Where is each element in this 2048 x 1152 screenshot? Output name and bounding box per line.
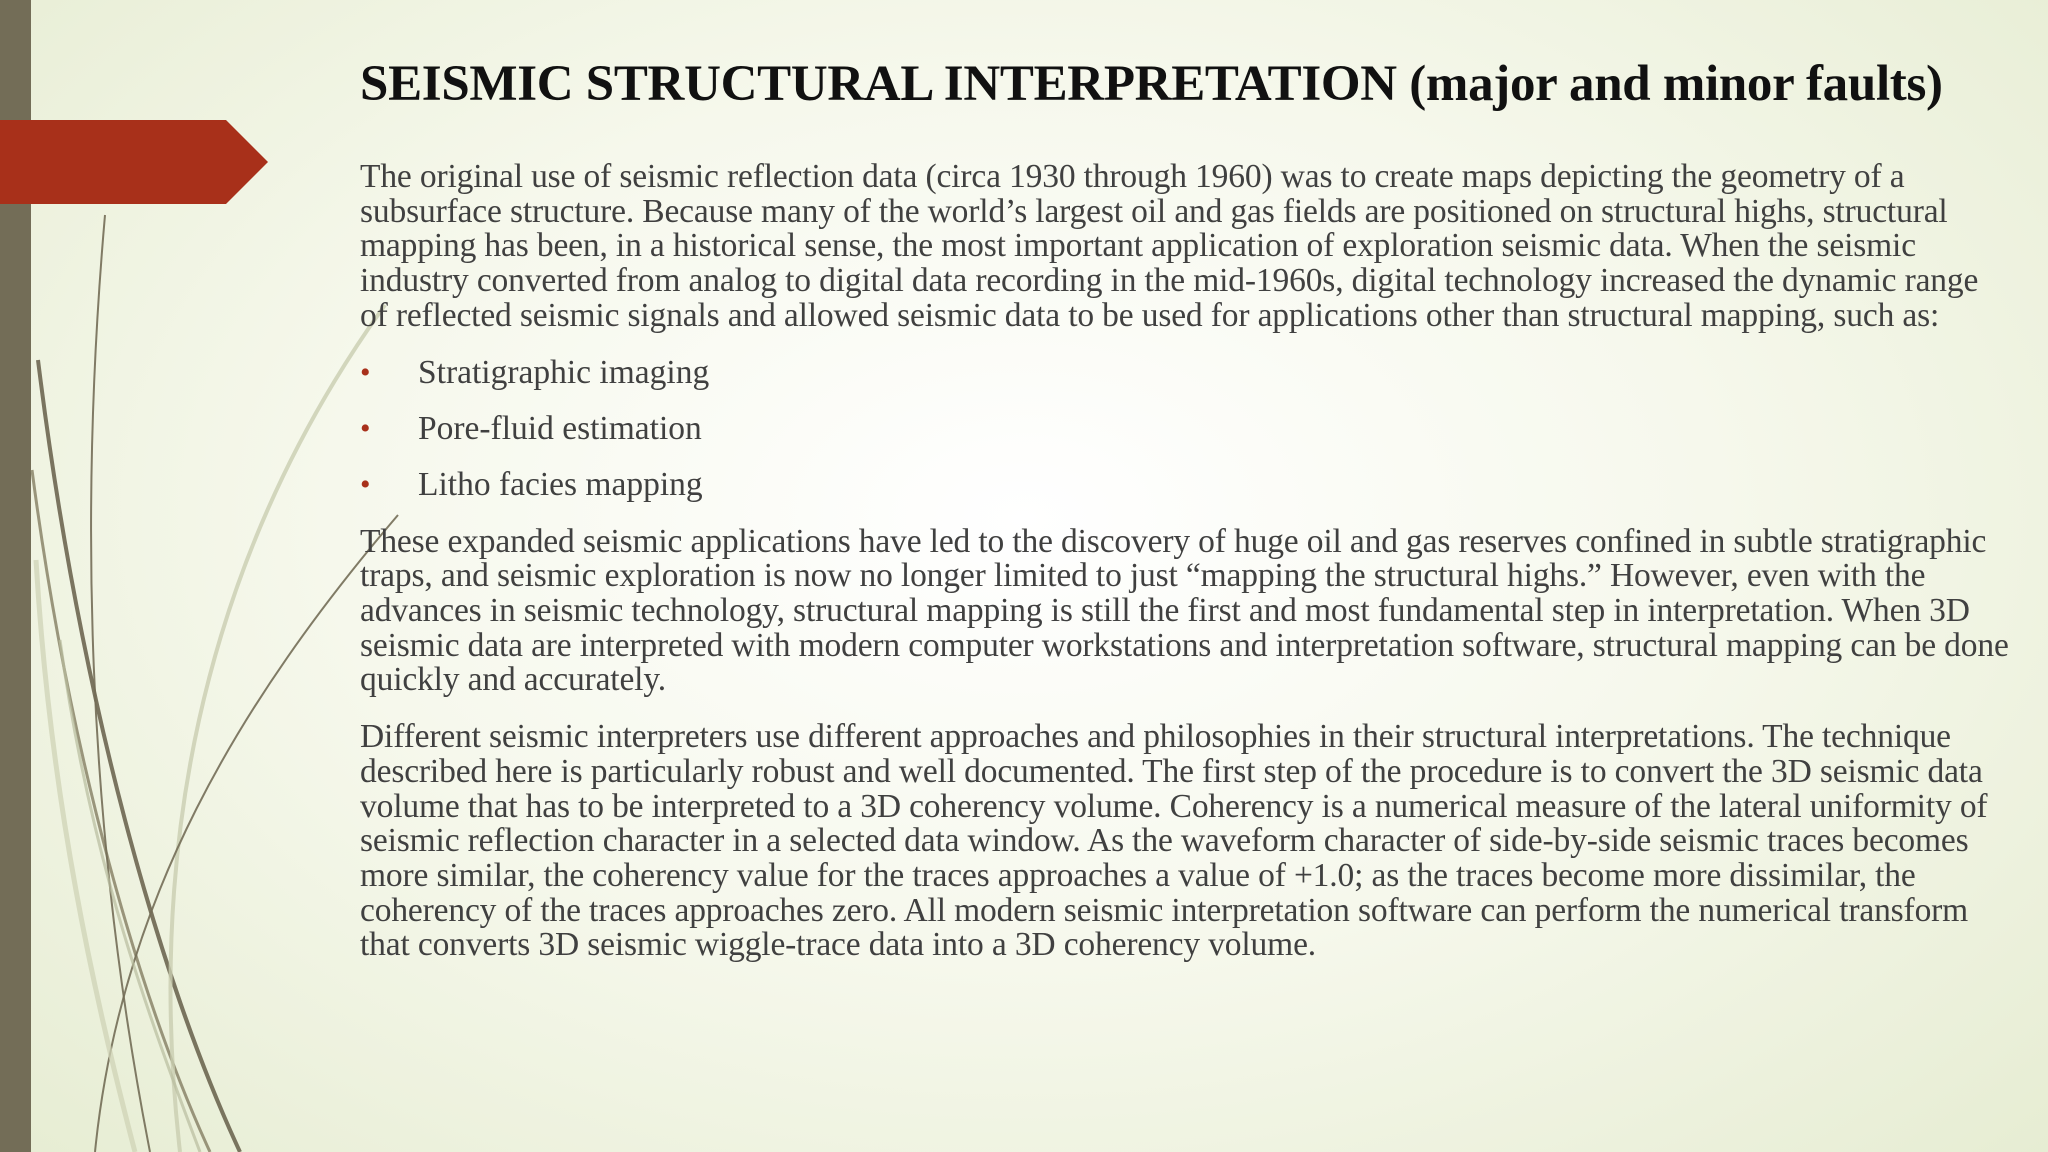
bullet-item-stratigraphic-imaging	[360, 353, 2010, 391]
bullet-dot-icon: •	[360, 411, 371, 445]
slide-content	[360, 52, 2040, 964]
bullet-dot-icon: •	[360, 467, 371, 501]
slide-body	[360, 160, 2010, 963]
bullet-text: Stratigraphic imaging	[418, 353, 710, 391]
bullet-text: Litho facies mapping	[418, 465, 703, 503]
slide-title: SEISMIC STRUCTURAL INTERPRETATION (major and minor faults)	[360, 56, 1943, 112]
bullet-dot-icon: •	[360, 355, 371, 389]
bullet-text: Pore-fluid estimation	[418, 409, 702, 447]
bullet-item-pore-fluid-estimation	[360, 409, 2010, 447]
coherency-paragraph: Different seismic interpreters use different approaches and philosophies in their structural interpretations. The technique described here is particularly robust and well documented. The first step of the procedure is to convert the 3D seismic data volume that has to be interpreted to a 3D coherency volume. Coherency is a numerical measure of the lateral uniformity of seismic reflection character in a selected data window. As the waveform character of side-by-side seismic traces becomes more similar, the coherency value for the traces approaches a value of +1.0; as the traces become more dissimilar, the coherency of the traces approaches zero. All modern seismic interpretation software can perform the numerical transform that converts 3D seismic wiggle-trace data into a 3D coherency volume.	[360, 718, 1988, 964]
bullet-item-litho-facies-mapping	[360, 465, 2010, 503]
application-bullet-list	[360, 353, 2010, 503]
intro-paragraph: The original use of seismic reflection data (circa 1930 through 1960) was to create maps depicting the geometry of a subsurface structure. Because many of the world’s largest oil and gas fields are positioned on structural highs, structural mapping has been, in a historical sense, the most important application of exploration seismic data. When the seismic industry converted from analog to digital data recording in the mid-1960s, digital technology increased the dynamic range of reflected seismic signals and allowed seismic data to be used for applications other than structural mapping, such as:	[360, 158, 1979, 334]
expanded-applications-paragraph: These expanded seismic applications have led to the discovery of huge oil and gas reserves confined in subtle stratigraphic traps, and seismic exploration is now no longer limited to just “mapping the structural highs.” However, even with the advances in seismic technology, structural mapping is still the first and most fundamental step in interpretation. When 3D seismic data are interpreted with modern computer workstations and interpretation software, structural mapping can be done quickly and accurately.	[360, 522, 2009, 699]
